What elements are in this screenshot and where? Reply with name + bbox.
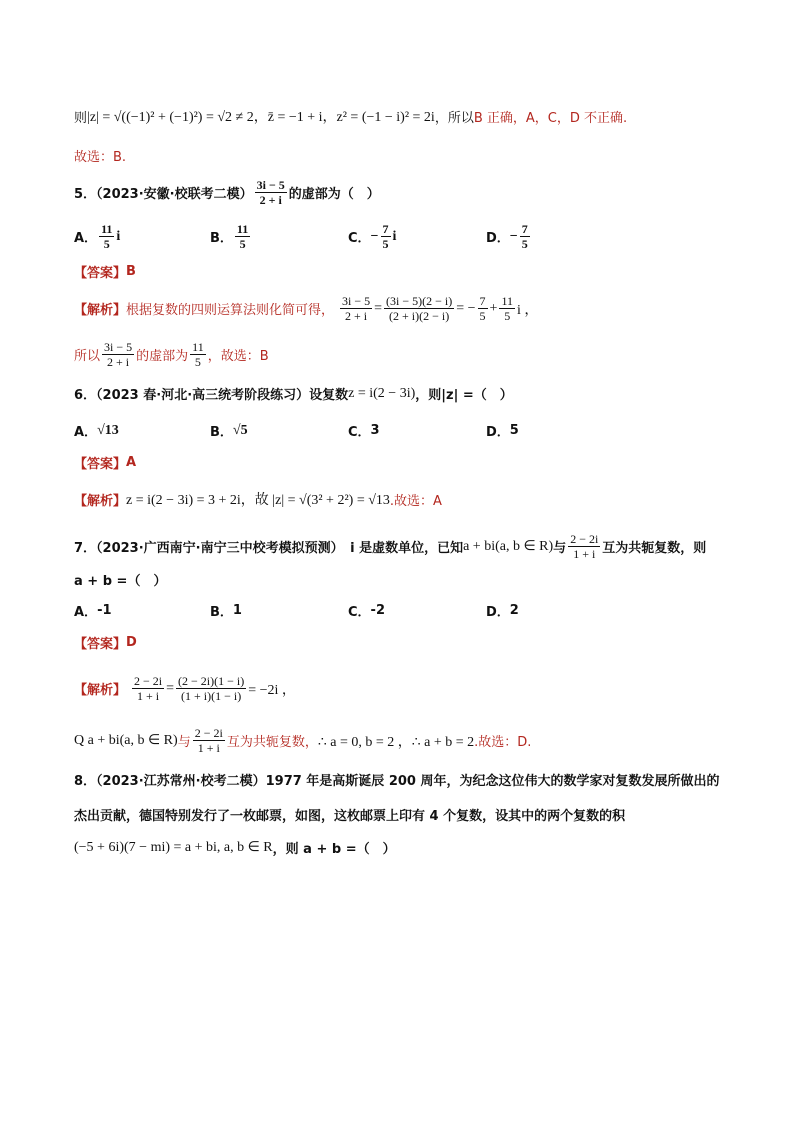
question-8-line-3 — [74, 838, 396, 857]
option-letter: A． — [74, 425, 98, 440]
option-c — [348, 601, 385, 620]
numerator: 7 — [521, 222, 528, 236]
math-expression: z = i(2 − 3i) = 3 + 2i，故 |z| = √(3² + 2²) = √13 — [126, 493, 390, 508]
numerator: (3i − 5)(2 − i) — [386, 294, 453, 308]
fraction — [193, 726, 225, 755]
denominator: 5 — [479, 309, 486, 323]
answer-value: B — [126, 264, 136, 279]
numerator: 11 — [101, 222, 113, 236]
denominator: 1 + i — [197, 741, 220, 755]
question-text: 杰出贡献，德国特别发行了一枚邮票，如图，这枚邮票上印有 4 个复数，设其中的两个复数的积 — [74, 809, 626, 824]
negative-sign: − — [509, 228, 518, 244]
option-c — [348, 421, 380, 440]
question-text: 8．（2023·江苏常州·校考二模）1977 年是高斯诞辰 200 周年，为纪念这位伟大的数学家对复数发展所做出的 — [74, 774, 720, 789]
option-tail: i — [116, 228, 121, 244]
text: 的虚部为 — [136, 349, 189, 364]
question-8-line-1 — [74, 770, 720, 789]
question-text: 5．（2023·安徽·校联考二模） — [74, 187, 253, 202]
fraction — [568, 532, 600, 561]
math-expression: Q a + bi(a, b ∈ R) — [74, 733, 178, 748]
denominator: 5 — [239, 237, 246, 251]
question-text: 的虚部为（ ） — [288, 187, 380, 202]
fraction — [132, 674, 164, 703]
answer-5 — [74, 262, 136, 281]
option-a — [74, 601, 112, 620]
numerator: 11 — [236, 222, 249, 236]
analysis-tag: 【解析】 — [74, 683, 127, 698]
text: 故选：B. — [74, 150, 127, 165]
option-a — [74, 222, 120, 251]
option-b — [210, 601, 242, 620]
option-letter: D． — [486, 231, 510, 246]
question-8-line-2 — [74, 805, 625, 824]
numerator: 7 — [479, 294, 486, 308]
fraction — [384, 294, 454, 323]
solution-line-1 — [74, 106, 627, 126]
option-b — [210, 421, 248, 440]
fraction — [340, 294, 372, 323]
text: 则 — [74, 110, 88, 126]
analysis-5 — [74, 294, 538, 323]
option-value: 1 — [232, 603, 242, 618]
math-expression: a + bi(a, b ∈ R) — [463, 539, 554, 554]
option-letter: B． — [210, 605, 233, 620]
numerator: 3i − 5 — [104, 340, 133, 354]
option-letter: D． — [486, 425, 510, 440]
option-value: -2 — [370, 603, 385, 618]
denominator: (1 + i)(1 − i) — [181, 689, 242, 703]
text: 互为共轭复数， — [226, 735, 318, 750]
option-letter: C． — [348, 231, 371, 246]
fraction — [102, 340, 134, 369]
numerator: 3i − 5 — [342, 294, 371, 308]
analysis-tag: 【解析】 — [74, 493, 127, 509]
analysis-7 — [74, 674, 296, 703]
numerator: 11 — [192, 340, 204, 354]
analysis-tag: 【解析】 — [74, 303, 127, 318]
text: ，故选：B — [207, 349, 269, 364]
denominator: 2 + i — [259, 193, 282, 207]
question-text: ，则 a + b =（ ） — [272, 842, 396, 857]
denominator: (2 + i)(2 − i) — [389, 309, 450, 323]
answer-value: D — [126, 635, 137, 650]
option-value: 2 — [509, 603, 519, 618]
fraction — [478, 294, 488, 323]
denominator: 1 + i — [137, 689, 160, 703]
numerator: 7 — [382, 222, 389, 236]
equals: = — [374, 300, 383, 316]
option-d — [486, 601, 519, 620]
option-letter: C． — [348, 605, 371, 620]
option-value: √5 — [232, 422, 248, 438]
option-letter: C． — [348, 425, 371, 440]
equals-minus: = − — [456, 300, 476, 316]
option-letter: A． — [74, 605, 98, 620]
question-7 — [74, 532, 706, 561]
math-expression: z = i(2 − 3i) — [348, 385, 416, 401]
denominator: 2 + i — [107, 355, 130, 369]
fraction — [190, 340, 206, 369]
conclusion-5 — [74, 340, 269, 369]
question-5 — [74, 178, 380, 207]
option-d — [486, 222, 532, 251]
numerator: (2 − 2i)(1 − i) — [178, 674, 245, 688]
question-text: 互为共轭复数，则 — [602, 541, 707, 556]
choose-line — [74, 146, 126, 165]
question-7-line-2 — [74, 570, 166, 589]
question-text: 7．（2023·广西南宁·南宁三中校考模拟预测） i 是虚数单位，已知 — [74, 541, 464, 556]
plus-sign: + — [489, 300, 498, 316]
fraction — [255, 178, 287, 207]
fraction — [99, 222, 114, 251]
question-text: 6．（2023 春·河北·高三统考阶段练习）设复数 — [74, 388, 349, 403]
text: B 正确，A，C，D 不正确. — [473, 110, 628, 126]
imaginary-unit: i ， — [517, 302, 539, 318]
option-a — [74, 421, 119, 440]
question-6 — [74, 384, 513, 403]
text: 与 — [177, 735, 191, 750]
option-letter: B． — [210, 231, 233, 246]
conclusion-7 — [74, 726, 531, 755]
math-expression: |z| = √((−1)² + (−1)²) = √2 ≠ 2，z̄ = −1 + i，z² = (−1 − i)² = 2i — [87, 110, 435, 125]
numerator: 2 − 2i — [134, 674, 163, 688]
denominator: 5 — [103, 237, 110, 251]
option-c — [348, 222, 396, 251]
math-expression: (−5 + 6i)(7 − mi) = a + bi, a, b ∈ R — [74, 840, 273, 855]
fraction — [176, 674, 246, 703]
analysis-text: 根据复数的四则运算法则化简可得， — [126, 303, 335, 318]
option-value: -1 — [97, 603, 112, 618]
option-letter: D． — [486, 605, 510, 620]
answer-tag: 【答案】 — [74, 637, 127, 652]
fraction — [520, 222, 530, 251]
option-letter: B． — [210, 425, 233, 440]
denominator: 2 + i — [345, 309, 368, 323]
fraction — [499, 294, 515, 323]
denominator: 5 — [521, 237, 528, 251]
fraction — [381, 222, 391, 251]
option-tail: i — [392, 228, 397, 244]
question-text: 与 — [553, 541, 567, 556]
option-b — [210, 222, 252, 251]
denominator: 5 — [382, 237, 389, 251]
analysis-6 — [74, 489, 442, 509]
text: .故选：D. — [474, 735, 532, 750]
answer-7 — [74, 633, 137, 652]
option-value: 3 — [370, 423, 380, 438]
math-expression: ∴ a = 0, b = 2 ，∴ a + b = 2 — [317, 734, 475, 750]
option-letter: A． — [74, 231, 98, 246]
numerator: 2 − 2i — [570, 532, 599, 546]
negative-sign: − — [370, 228, 379, 244]
math-expression: = −2i ， — [248, 682, 296, 698]
equals: = — [166, 680, 175, 696]
option-value: 5 — [509, 423, 519, 438]
fraction — [235, 222, 250, 251]
text: ，所以 — [434, 110, 474, 126]
answer-tag: 【答案】 — [74, 457, 127, 472]
question-text: ，则|z| =（ ） — [415, 388, 513, 403]
answer-6 — [74, 453, 136, 472]
denominator: 5 — [504, 309, 511, 323]
answer-tag: 【答案】 — [74, 266, 127, 281]
numerator: 11 — [501, 294, 513, 308]
option-d — [486, 421, 519, 440]
denominator: 1 + i — [573, 547, 596, 561]
text: 所以 — [74, 349, 101, 364]
denominator: 5 — [194, 355, 201, 369]
numerator: 3i − 5 — [256, 178, 285, 192]
option-value: √13 — [97, 422, 119, 438]
question-text: a + b =（ ） — [74, 574, 167, 589]
text: .故选：A — [389, 493, 442, 509]
answer-value: A — [126, 455, 137, 470]
numerator: 2 − 2i — [194, 726, 223, 740]
